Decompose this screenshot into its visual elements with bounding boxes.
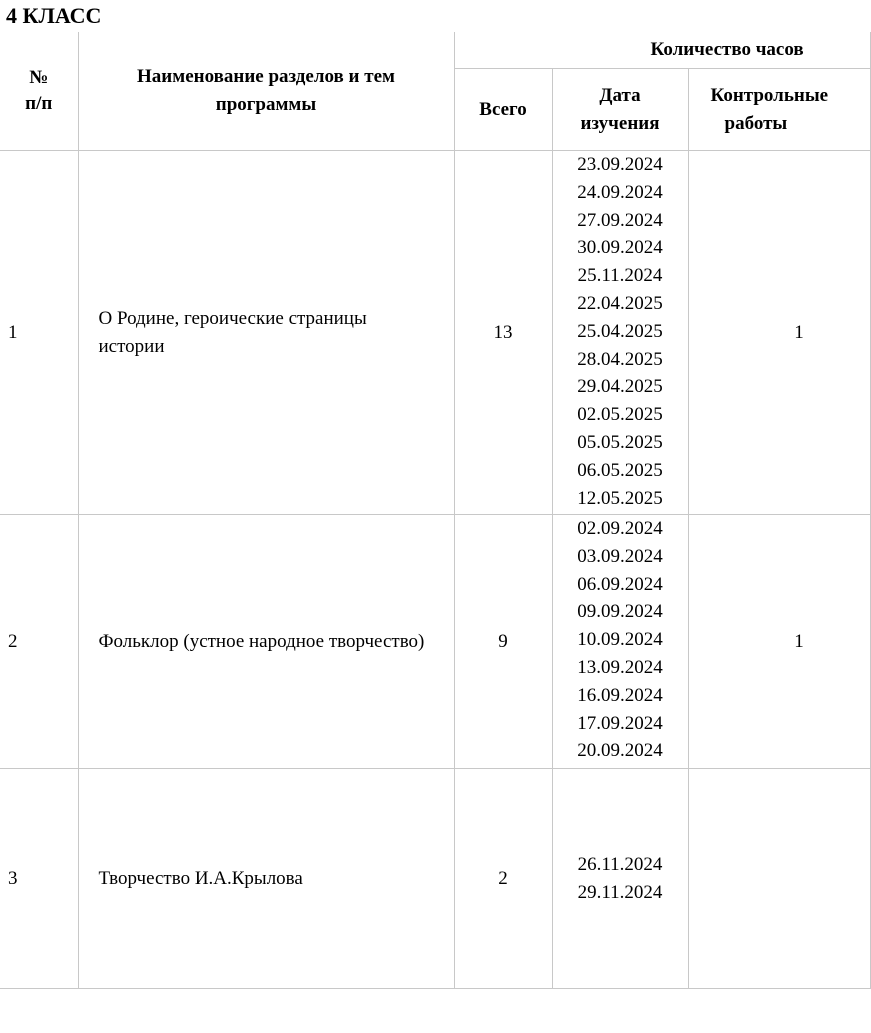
row-control-works [688, 769, 870, 989]
header-date-line2: изучения [580, 112, 660, 134]
date-entry: 16.09.2024 [577, 684, 663, 706]
row-total-hours: 13 [454, 151, 552, 515]
date-entry: 02.09.2024 [577, 518, 663, 539]
header-date-line1: Дата [599, 84, 641, 106]
table-row [0, 515, 870, 769]
date-entry: 02.05.2025 [577, 404, 663, 426]
date-entry: 26.11.2024 [577, 853, 663, 875]
date-entry: 29.04.2025 [577, 376, 663, 398]
row-topic: О Родине, героические страницы истории [78, 151, 454, 515]
row-control-works: 1 [688, 151, 870, 515]
table-row [0, 769, 870, 989]
date-entry: 13.09.2024 [577, 656, 663, 678]
date-entry: 29.11.2024 [577, 881, 663, 903]
date-entry: 05.05.2025 [577, 431, 663, 453]
date-entry: 23.09.2024 [577, 154, 663, 175]
row-topic: Творчество И.А.Крылова [78, 769, 454, 989]
header-total: Всего [454, 69, 552, 151]
row-control-works: 1 [688, 515, 870, 769]
header-topic-line2: программы [215, 94, 317, 115]
curriculum-table [0, 32, 871, 989]
date-entry: 03.09.2024 [577, 545, 663, 567]
date-entry: 25.04.2025 [577, 320, 663, 342]
row-dates [552, 151, 688, 515]
date-entry: 20.09.2024 [577, 740, 663, 762]
date-entry: 30.09.2024 [577, 237, 663, 259]
header-control-line2: работы [724, 112, 788, 134]
header-study-date [552, 69, 688, 151]
header-topic [78, 32, 454, 151]
row-total-hours: 2 [454, 769, 552, 989]
row-dates [552, 515, 688, 769]
date-entry: 28.04.2025 [577, 348, 663, 370]
row-dates [552, 769, 688, 989]
date-entry: 17.09.2024 [577, 712, 663, 734]
date-entry: 06.09.2024 [577, 573, 663, 595]
curriculum-table-wrapper [0, 32, 829, 988]
row-number: 1 [0, 151, 78, 515]
row-number: 3 [0, 769, 78, 989]
page-title: 4 КЛАСС [6, 3, 102, 28]
header-number [0, 32, 78, 151]
header-control-works [688, 69, 870, 151]
row-total-hours: 9 [454, 515, 552, 769]
header-number-line2: п/п [25, 93, 53, 114]
date-entry: 27.09.2024 [577, 209, 663, 231]
date-entry: 22.04.2025 [577, 292, 663, 314]
row-number: 2 [0, 515, 78, 769]
row-topic: Фольклор (устное народное творчество) [78, 515, 454, 769]
table-row [0, 151, 870, 515]
date-entry: 06.05.2025 [577, 459, 663, 481]
date-entry: 12.05.2025 [577, 487, 663, 509]
date-entry: 24.09.2024 [577, 181, 663, 203]
date-entry: 10.09.2024 [577, 629, 663, 651]
date-entry: 25.11.2024 [577, 265, 663, 287]
header-control-line1: Контрольные [710, 84, 829, 106]
header-hours-group: Количество часов [454, 32, 870, 69]
header-number-line1: № [29, 67, 49, 88]
date-entry: 09.09.2024 [577, 601, 663, 623]
header-topic-line1: Наименование разделов и тем [137, 66, 395, 87]
